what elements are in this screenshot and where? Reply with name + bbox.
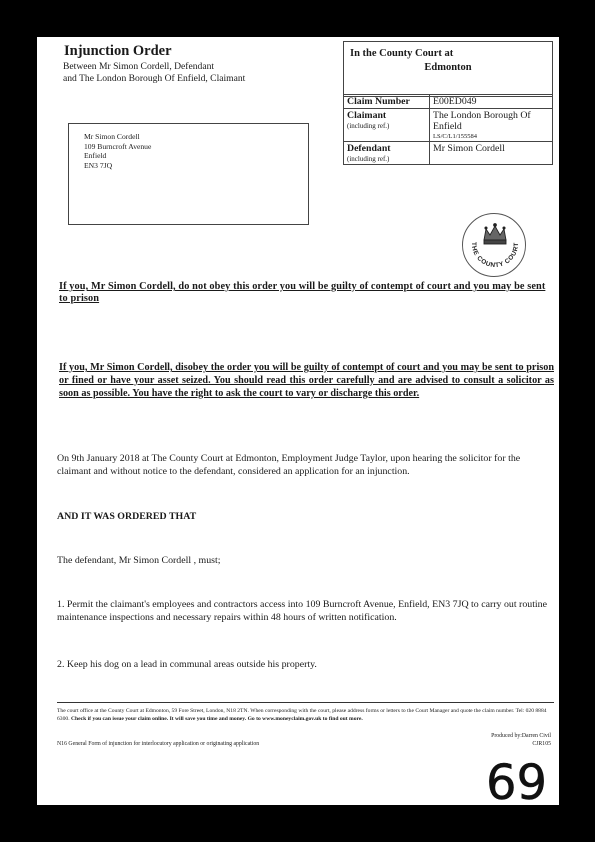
claimant-value: The London Borough Of Enfield [433,110,531,132]
court-line-1: In the County Court at [350,48,454,59]
form-name: N16 General Form of injunction for interlocutory application or originating application [57,741,260,747]
claim-number-value: E00ED049 [430,95,553,109]
claimant-sublabel: (including ref.) [347,122,390,130]
parties-block [63,61,245,85]
address-text [84,132,151,170]
defendant-value: Mr Simon Cordell [430,142,553,165]
form-code: CJR105 [532,741,551,748]
order-item-1: 1. Permit the claimant's employees and contractors access into 109 Burncroft Avenue, Enfield, EN3 7JQ to carry out routine maintenance inspections and necessary repairs within 48 hours of written notification. [57,599,547,623]
claimant-ref: LS/C/L1/155584 [433,133,478,140]
footer-online-notice: Check if you can issue your claim online. It will save you time and money. Go to www.moneyclaim.gov.uk to find out more. [71,715,363,722]
claim-number-label: Claim Number [344,95,430,109]
svg-text:THE COUNTY COURT [470,242,520,269]
address-box [68,123,309,225]
claimant-label: Claimant [347,110,387,121]
address-street: 109 Burncroft Avenue [84,141,152,151]
address-postcode: EN3 7JQ [84,160,113,170]
handwritten-page-number-text: 69 [486,755,548,805]
address-town: Enfield [84,151,107,161]
footer-office-text: The court office at the County Court at Edmonton, 59 Fore Street, London, N18 2TN. When corresponding with the court, please address forms or letters to the Court Manager and quote the claim number. Tel: 020 8884 6300. [57,708,547,722]
document-title: Injunction Order [64,43,172,59]
claimant-line: and The London Borough Of Enfield, Claimant [63,73,246,84]
defendant-label-cell [344,142,430,165]
footer-produced [401,732,551,748]
court-seal [462,213,526,277]
footer-divider [57,702,554,703]
document-page [37,37,559,805]
claim-number-row [344,95,553,109]
court-box [343,41,553,97]
ordered-heading: AND IT WAS ORDERED THAT [57,511,197,522]
claimant-row [344,109,553,142]
defendant-row [344,142,553,165]
claimant-value-cell [430,109,553,142]
court-line-2: Edmonton [424,62,472,73]
crown-icon [484,224,506,244]
address-name: Mr Simon Cordell [84,132,140,141]
hearing-paragraph: On 9th January 2018 at The County Court at Edmonton, Employment Judge Taylor, upon hearing the solicitor for the claimant and without notice to the defendant, considered an application for an injunction. [57,453,521,477]
seal-text: THE COUNTY COURT [469,241,521,270]
defendant-sublabel: (including ref.) [347,155,390,163]
defendant-label: Defendant [347,143,391,154]
claim-table [343,94,553,165]
order-item-2: 2. Keep his dog on a lead in communal areas outside his property. [57,659,317,670]
between-line: Between Mr Simon Cordell, Defendant [63,61,215,72]
footer-court-office [57,708,554,723]
must-line: The defendant, Mr Simon Cordell , must; [57,555,221,566]
court-seal-graphic [463,214,526,277]
handwritten-page-number [482,749,552,805]
disobey-warning: If you, Mr Simon Cordell, disobey the order you will be guilty of contempt of court and you may be sent to prison or fined or have your asset seized. You should read this order carefully and are advised to consult a solicitor as soon as possible. You have the right to ask the court to vary or discharge this order. [59,362,554,399]
contempt-warning: If you, Mr Simon Cordell, do not obey this order you will be guilty of contempt of court and you may be sent to prison [59,281,546,304]
produced-by: Produced by:Darren Civil [491,733,551,739]
claimant-label-cell [344,109,430,142]
